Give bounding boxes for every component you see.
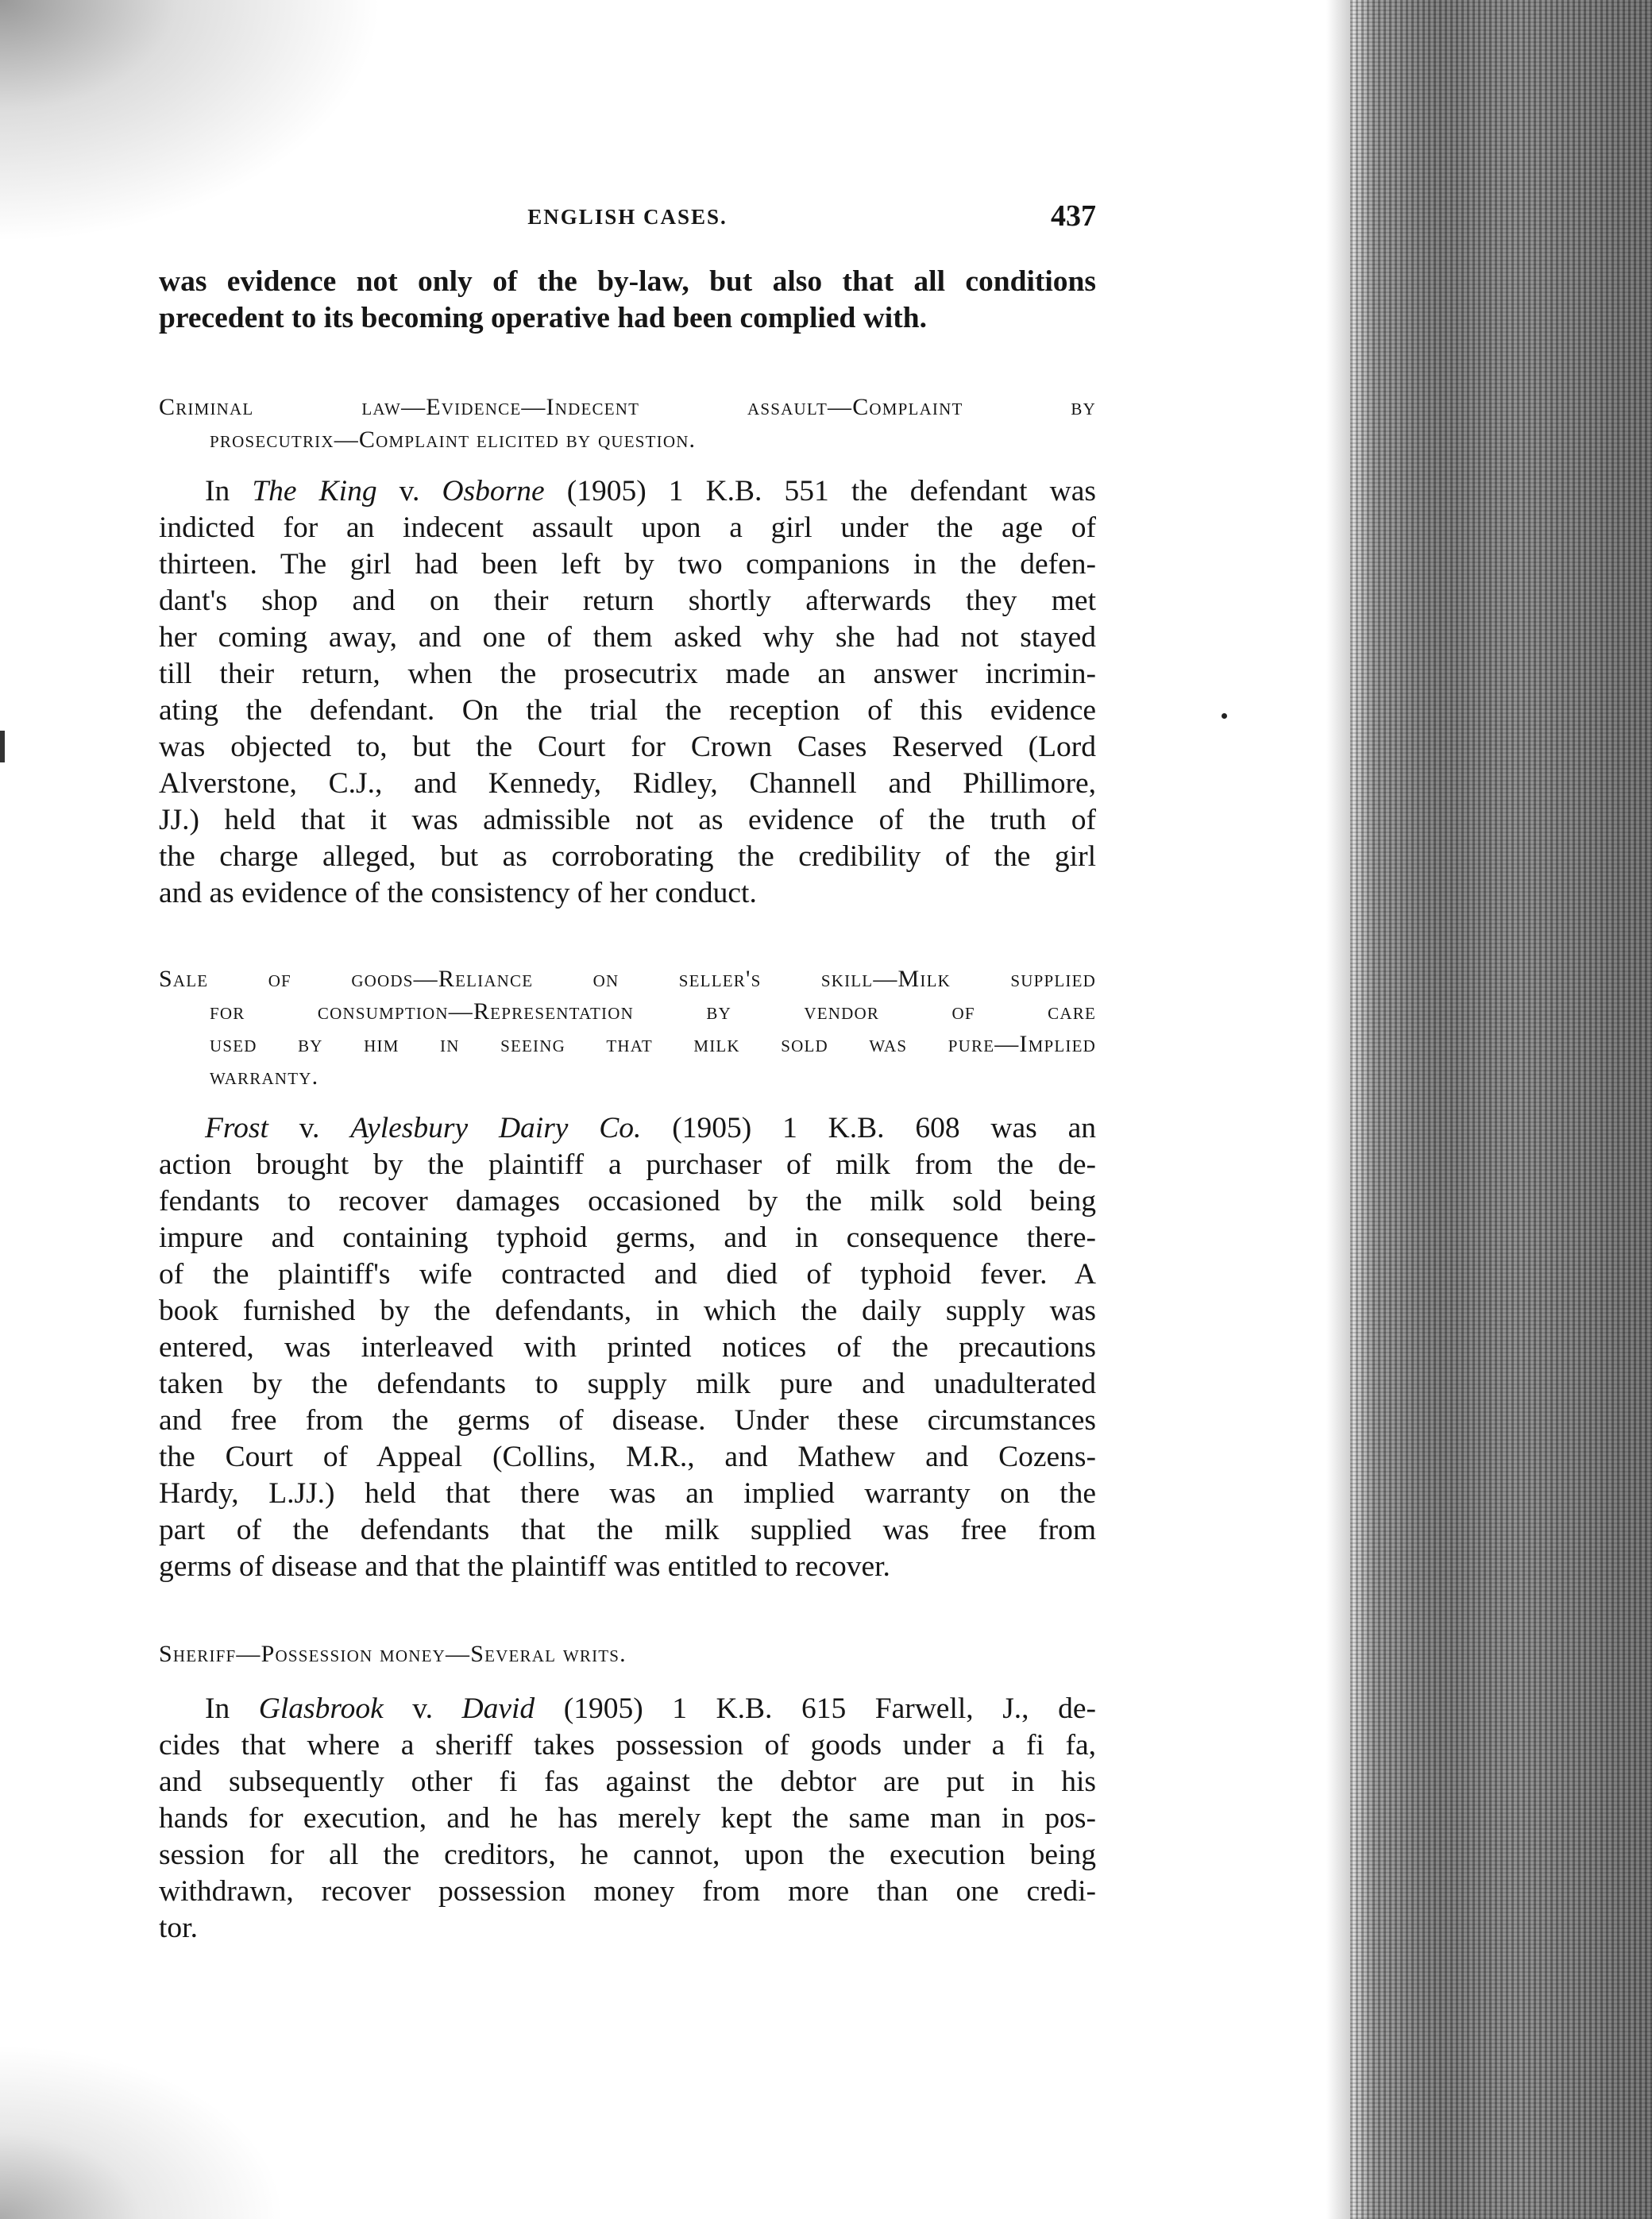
text-line: precedent to its becoming operative had been complied with.: [159, 302, 927, 334]
text-line: was evidence not only of the by-law, but also that all conditions: [159, 265, 1096, 298]
text-line: JJ.) held that it was admissible not as evidence of the truth of: [159, 804, 1096, 836]
heading-line: Sale of goods—Reliance on seller's skill—Milk supplied: [159, 966, 1096, 992]
heading-line: prosecutrix—Complaint elicited by question.: [210, 426, 697, 453]
text-line: hands for execution, and he has merely kept the same man in pos-: [159, 1802, 1096, 1835]
text-line: thirteen. The girl had been left by two companions in the defen-: [159, 548, 1096, 581]
text-line: book furnished by the defendants, in which the daily supply was: [159, 1295, 1096, 1327]
text-line: tor.: [159, 1912, 198, 1944]
heading-line: Sheriff—Possession money—Several writs.: [159, 1641, 627, 1667]
text-line: and as evidence of the consistency of her conduct.: [159, 877, 757, 909]
running-head-title: ENGLISH CASES.: [527, 205, 728, 229]
section-heading: [159, 963, 1096, 1093]
section-sale-of-goods: [159, 963, 1096, 1585]
text-line: part of the defendants that the milk supplied was free from: [159, 1514, 1096, 1546]
heading-line: for consumption—Representation by vendor of care: [210, 998, 1096, 1025]
text-line: Alverstone, C.J., and Kennedy, Ridley, Channell and Phillimore,: [159, 767, 1096, 800]
text-line: her coming away, and one of them asked why she had not stayed: [159, 621, 1096, 654]
text-line: till their return, when the prosecutrix made an answer incrimin-: [159, 658, 1096, 690]
page-body: [159, 199, 1096, 1947]
text-line: cides that where a sheriff takes possession of goods under a fi fa,: [159, 1729, 1096, 1762]
text-line: session for all the creditors, he cannot, upon the execution being: [159, 1839, 1096, 1871]
text-line: fendants to recover damages occasioned by the milk sold being: [159, 1185, 1096, 1218]
text-line: the Court of Appeal (Collins, M.R., and Mathew and Cozens-: [159, 1441, 1096, 1473]
section-sheriff: [159, 1638, 1096, 1947]
text-line: Hardy, L.JJ.) held that there was an implied warranty on the: [159, 1477, 1096, 1510]
heading-line: used by him in seeing that milk sold was pure—Implied: [210, 1031, 1096, 1057]
carryover-paragraph: [159, 264, 1096, 337]
section-heading: [159, 1638, 1096, 1670]
text-line: of the plaintiff's wife contracted and died of typhoid fever. A: [159, 1258, 1096, 1291]
text-line: indicted for an indecent assault upon a girl under the age of: [159, 511, 1096, 544]
scan-speck: [1222, 713, 1227, 719]
text-line: In Glasbrook v. David (1905) 1 K.B. 615 Farwell, J., de-: [205, 1692, 1096, 1725]
page-number: 437: [1051, 199, 1096, 233]
text-line: entered, was interleaved with printed notices of the precautions: [159, 1331, 1096, 1364]
text-line: the charge alleged, but as corroborating the credibility of the girl: [159, 840, 1096, 873]
heading-line: warranty.: [210, 1063, 319, 1090]
section-body: [159, 1691, 1096, 1947]
text-line: germs of disease and that the plaintiff was entitled to recover.: [159, 1550, 890, 1583]
text-line: ating the defendant. On the trial the reception of this evidence: [159, 694, 1096, 727]
section-heading: [159, 391, 1096, 456]
section-body: [159, 1110, 1096, 1585]
text-line: In The King v. Osborne (1905) 1 K.B. 551 the defendant was: [205, 475, 1096, 507]
scan-margin-mark: [0, 731, 5, 762]
text-line: Frost v. Aylesbury Dairy Co. (1905) 1 K.B. 608 was an: [205, 1112, 1096, 1144]
text-line: and free from the germs of disease. Under these circumstances: [159, 1404, 1096, 1437]
running-head: [159, 199, 1096, 246]
text-line: taken by the defendants to supply milk pure and unadulterated: [159, 1368, 1096, 1400]
scan-page-edge-right: [1350, 0, 1652, 2219]
heading-line: Criminal law—Evidence—Indecent assault—Complaint by: [159, 394, 1096, 420]
text-line: action brought by the plaintiff a purchaser of milk from the de-: [159, 1148, 1096, 1181]
text-line: withdrawn, recover possession money from more than one credi-: [159, 1875, 1096, 1908]
section-body: [159, 473, 1096, 912]
text-line: impure and containing typhoid germs, and in consequence there-: [159, 1221, 1096, 1254]
section-criminal-law: [159, 391, 1096, 912]
text-line: dant's shop and on their return shortly afterwards they met: [159, 585, 1096, 617]
text-line: and subsequently other fi fas against the debtor are put in his: [159, 1766, 1096, 1798]
scan-shadow-bottom-left: [0, 2044, 286, 2219]
text-line: was objected to, but the Court for Crown Cases Reserved (Lord: [159, 731, 1096, 763]
